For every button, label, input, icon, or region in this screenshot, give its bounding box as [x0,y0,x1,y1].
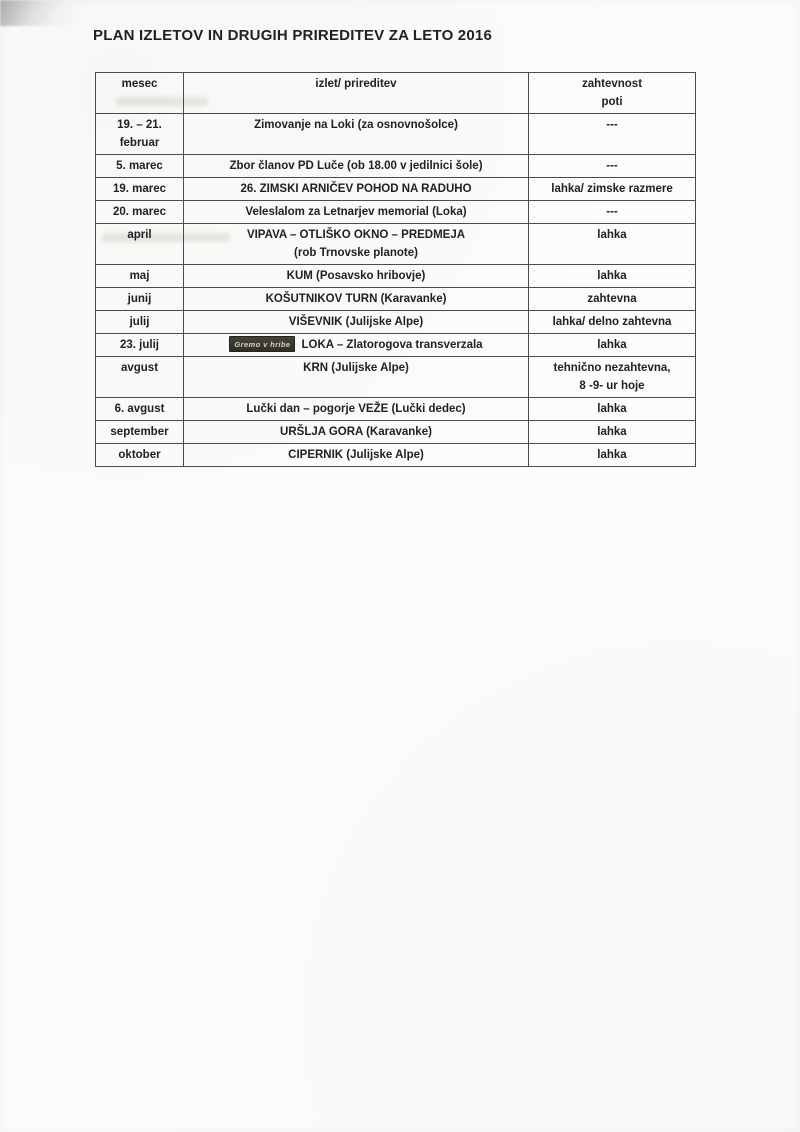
table-header-row [96,73,696,114]
table-row [96,288,696,311]
column-header-zahtevnost: zahtevnost poti [529,73,696,114]
month-cell: 5. marec [96,155,184,178]
difficulty-cell: zahtevna [529,288,696,311]
month-cell: avgust [96,357,184,398]
event-cell: VIŠEVNIK (Julijske Alpe) [184,311,529,334]
month-cell: september [96,421,184,444]
difficulty-cell: --- [529,201,696,224]
month-cell: 6. avgust [96,398,184,421]
month-cell: 19. marec [96,178,184,201]
difficulty-cell: --- [529,114,696,155]
event-cell: Zbor članov PD Luče (ob 18.00 v jedilnici šole) [184,155,529,178]
table-row [96,201,696,224]
event-cell: Veleslalom za Letnarjev memorial (Loka) [184,201,529,224]
plan-table [95,72,696,467]
table-row [96,265,696,288]
difficulty-cell: lahka [529,334,696,357]
table-row [96,114,696,155]
column-header-mesec: mesec [96,73,184,114]
month-cell: julij [96,311,184,334]
event-cell: KUM (Posavsko hribovje) [184,265,529,288]
table-row [96,178,696,201]
table-row [96,398,696,421]
event-cell: URŠLJA GORA (Karavanke) [184,421,529,444]
table-body [96,114,696,467]
difficulty-cell: lahka [529,224,696,265]
table-row [96,311,696,334]
month-cell: april [96,224,184,265]
event-cell: Lučki dan – pogorje VEŽE (Lučki dedec) [184,398,529,421]
month-cell: 20. marec [96,201,184,224]
scan-smudge-artifact [0,0,96,26]
event-cell: Zimovanje na Loki (za osnovnošolce) [184,114,529,155]
event-cell [184,334,529,357]
event-cell: KRN (Julijske Alpe) [184,357,529,398]
event-cell: VIPAVA – OTLIŠKO OKNO – PREDMEJA (rob Trnovske planote) [184,224,529,265]
column-header-izlet: izlet/ prireditev [184,73,529,114]
table-row [96,421,696,444]
difficulty-cell: lahka [529,421,696,444]
table-row [96,444,696,467]
event-cell: KOŠUTNIKOV TURN (Karavanke) [184,288,529,311]
event-cell: 26. ZIMSKI ARNIČEV POHOD NA RADUHO [184,178,529,201]
table-row [96,224,696,265]
table-row [96,155,696,178]
table-row [96,357,696,398]
month-cell: junij [96,288,184,311]
month-cell: maj [96,265,184,288]
month-cell: 23. julij [96,334,184,357]
difficulty-cell: lahka/ delno zahtevna [529,311,696,334]
event-cell: CIPERNIK (Julijske Alpe) [184,444,529,467]
month-cell: 19. – 21. februar [96,114,184,155]
difficulty-cell: lahka [529,398,696,421]
difficulty-cell: lahka [529,444,696,467]
difficulty-cell: lahka [529,265,696,288]
document-title: PLAN IZLETOV IN DRUGIH PRIREDITEV ZA LETO 2016 [93,27,492,44]
difficulty-cell: tehnično nezahtevna, 8 -9- ur hoje [529,357,696,398]
table-row [96,334,696,357]
event-label: LOKA – Zlatorogova transverzala [301,339,483,351]
difficulty-cell: --- [529,155,696,178]
month-cell: oktober [96,444,184,467]
gremo-v-hribe-badge-image: Gremo v hribe [229,336,295,352]
difficulty-cell: lahka/ zimske razmere [529,178,696,201]
